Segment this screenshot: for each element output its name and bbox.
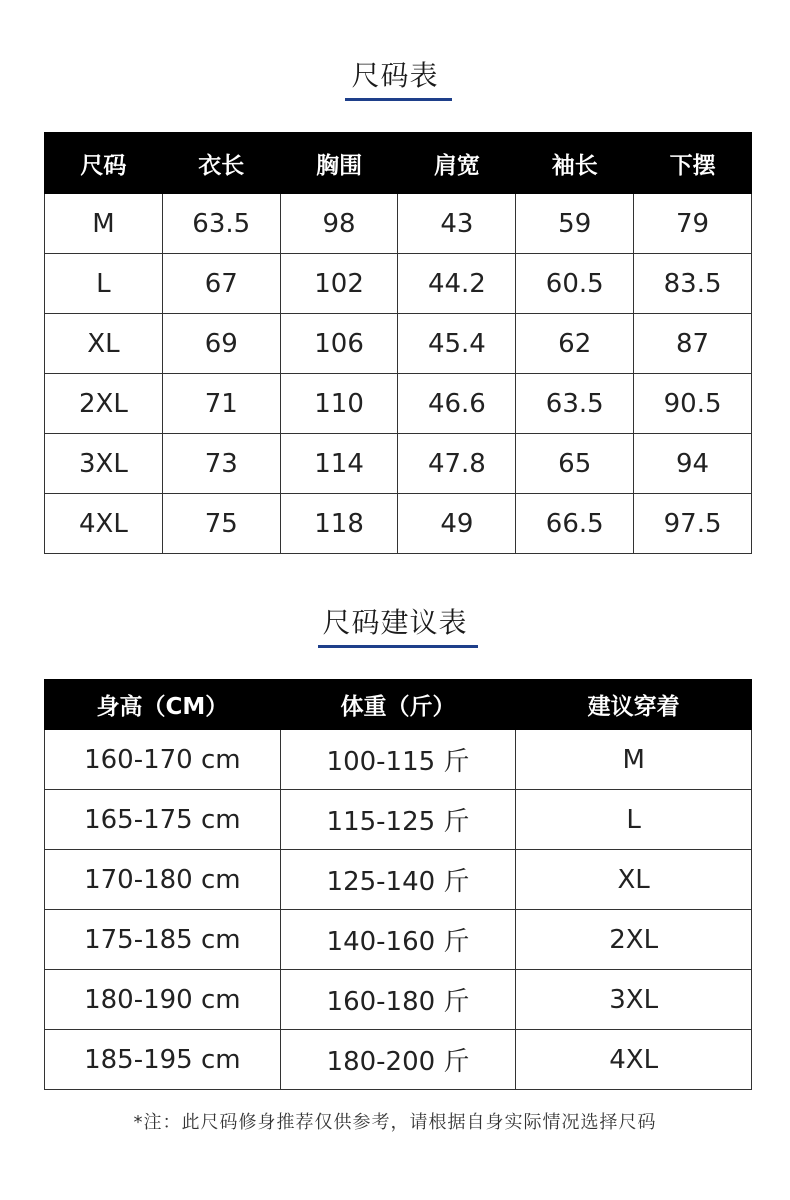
table-cell: 62 xyxy=(516,314,634,374)
table-cell: L xyxy=(45,254,163,314)
table-cell: 125-140 斤 xyxy=(280,850,516,910)
table-row xyxy=(45,910,752,970)
table-cell: 175-185 cm xyxy=(45,910,281,970)
table-row xyxy=(45,254,752,314)
table-cell: 180-190 cm xyxy=(45,970,281,1030)
table-cell: 94 xyxy=(634,434,752,494)
table-cell: 2XL xyxy=(45,374,163,434)
table-cell: M xyxy=(45,194,163,254)
table-cell: 114 xyxy=(280,434,398,494)
table-cell: 66.5 xyxy=(516,494,634,554)
table-cell: 4XL xyxy=(516,1030,752,1090)
table-row xyxy=(45,314,752,374)
advice-chart-title: 尺码建议表 xyxy=(322,606,468,639)
table-cell: 71 xyxy=(162,374,280,434)
table-cell: 170-180 cm xyxy=(45,850,281,910)
column-header: 袖长 xyxy=(516,133,634,194)
table-cell: 3XL xyxy=(516,970,752,1030)
table-cell: 110 xyxy=(280,374,398,434)
table-cell: 43 xyxy=(398,194,516,254)
table-cell: L xyxy=(516,790,752,850)
table-cell: 69 xyxy=(162,314,280,374)
table-cell: 115-125 斤 xyxy=(280,790,516,850)
size-chart-table xyxy=(44,132,752,554)
table-row xyxy=(45,850,752,910)
table-cell: 44.2 xyxy=(398,254,516,314)
table-cell: 97.5 xyxy=(634,494,752,554)
advice-chart-title-underline xyxy=(318,645,478,648)
table-cell: 47.8 xyxy=(398,434,516,494)
table-cell: 90.5 xyxy=(634,374,752,434)
table-cell: 79 xyxy=(634,194,752,254)
table-row xyxy=(45,730,752,790)
table-cell: 75 xyxy=(162,494,280,554)
table-cell: 3XL xyxy=(45,434,163,494)
table-cell: 46.6 xyxy=(398,374,516,434)
table-cell: 118 xyxy=(280,494,398,554)
column-header: 下摆 xyxy=(634,133,752,194)
table-cell: 106 xyxy=(280,314,398,374)
table-cell: 165-175 cm xyxy=(45,790,281,850)
table-cell: 180-200 斤 xyxy=(280,1030,516,1090)
table-cell: 83.5 xyxy=(634,254,752,314)
table-cell: 63.5 xyxy=(516,374,634,434)
table-row xyxy=(45,434,752,494)
column-header: 建议穿着 xyxy=(516,680,752,730)
table-cell: 160-180 斤 xyxy=(280,970,516,1030)
table-header-row xyxy=(45,133,752,194)
table-row xyxy=(45,194,752,254)
table-cell: 87 xyxy=(634,314,752,374)
table-cell: 98 xyxy=(280,194,398,254)
column-header: 衣长 xyxy=(162,133,280,194)
table-cell: XL xyxy=(516,850,752,910)
table-cell: 4XL xyxy=(45,494,163,554)
column-header: 胸围 xyxy=(280,133,398,194)
table-row xyxy=(45,790,752,850)
table-cell: M xyxy=(516,730,752,790)
table-cell: 63.5 xyxy=(162,194,280,254)
table-cell: 49 xyxy=(398,494,516,554)
table-row xyxy=(45,970,752,1030)
table-row xyxy=(45,1030,752,1090)
column-header: 肩宽 xyxy=(398,133,516,194)
size-chart-title-underline xyxy=(345,98,452,101)
table-cell: 140-160 斤 xyxy=(280,910,516,970)
table-cell: 2XL xyxy=(516,910,752,970)
table-row xyxy=(45,494,752,554)
column-header: 身高（CM） xyxy=(45,680,281,730)
footnote: *注：此尺码修身推荐仅供参考，请根据自身实际情况选择尺码 xyxy=(133,1112,657,1133)
table-cell: 67 xyxy=(162,254,280,314)
table-cell: 60.5 xyxy=(516,254,634,314)
size-chart-title: 尺码表 xyxy=(351,59,439,92)
table-cell: 102 xyxy=(280,254,398,314)
table-cell: 59 xyxy=(516,194,634,254)
table-cell: 160-170 cm xyxy=(45,730,281,790)
column-header: 体重（斤） xyxy=(280,680,516,730)
table-cell: 100-115 斤 xyxy=(280,730,516,790)
table-cell: 185-195 cm xyxy=(45,1030,281,1090)
table-cell: 45.4 xyxy=(398,314,516,374)
column-header: 尺码 xyxy=(45,133,163,194)
table-row xyxy=(45,374,752,434)
advice-chart-table xyxy=(44,679,752,1090)
table-cell: 65 xyxy=(516,434,634,494)
table-cell: 73 xyxy=(162,434,280,494)
table-header-row xyxy=(45,680,752,730)
table-cell: XL xyxy=(45,314,163,374)
